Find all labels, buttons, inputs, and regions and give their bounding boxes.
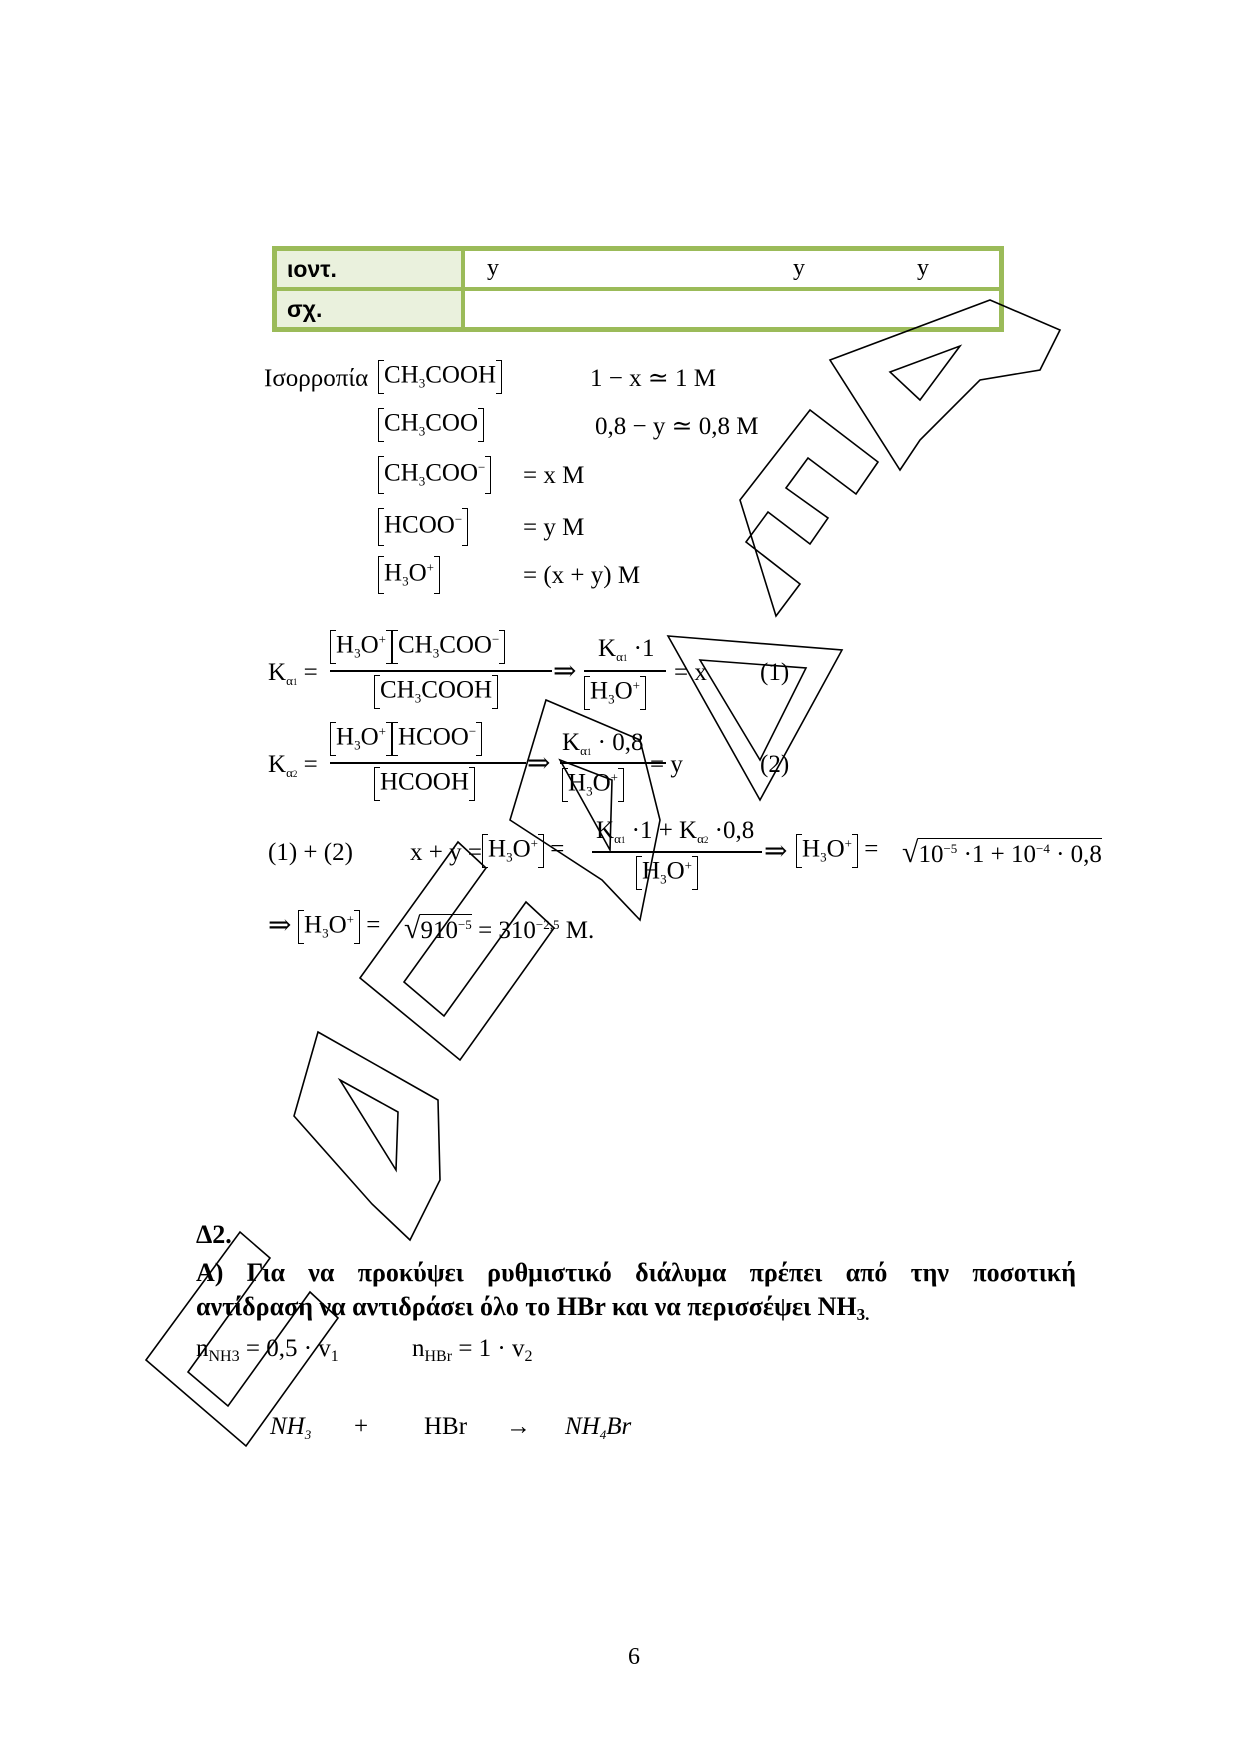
paragraph-line-2: αντίδραση να αντιδράσει όλο το HBr και να περισσέψει $NH_{3.}$ [196, 1292, 870, 1324]
watermark-letter-pi [146, 1232, 338, 1446]
reaction-arrow: → [506, 1413, 531, 1440]
table-cell: y [793, 255, 805, 281]
implies-arrow: ⇒ [268, 910, 292, 941]
reactant-nh3: $NH_3$ [270, 1413, 312, 1442]
value-line-4: = y M [523, 514, 585, 541]
reactant-hbr: HBr [424, 1413, 468, 1440]
watermark-letter-epsilon [740, 410, 878, 616]
watermark-letter-alpha-2 [510, 700, 660, 920]
reaction-plus: + [354, 1413, 369, 1440]
eq3-sqrt: $√10^{-5} \cdot 1 + 10^{-4} \cdot 0,8$ [902, 836, 1102, 869]
value-line-1: 1 − x ≃ 1 M [590, 365, 717, 392]
eq2-rhs-denominator: $H_3O^+$ [562, 768, 624, 802]
species-hcoo-minus: HCOO− [378, 508, 468, 546]
row-label: ιοντ. [275, 249, 463, 289]
n-hbr: $n_{HBr} = 1 \cdot v_2$ [412, 1335, 533, 1365]
eq1-result: = x [674, 659, 707, 686]
implies-arrow: ⇒ [553, 656, 577, 687]
eq3-lhs: x + y = [410, 839, 482, 866]
table-cell: y [917, 255, 929, 281]
species-ch3cooh: $CH_3COOH$ [378, 360, 502, 394]
eq3-h3o: $H_3O^+$ = [482, 834, 564, 868]
product-nh4br: $NH_4Br$ [565, 1413, 632, 1442]
watermark-letter-alpha [294, 1032, 440, 1240]
eq4-result: $√910^{-5} = 310^{-2,5}$ M. [404, 912, 595, 945]
eq1-denominator: $CH_3COOH$ [374, 675, 498, 709]
section-heading: Δ2. [196, 1220, 232, 1249]
eq3-denominator: $H_3O^+$ [636, 856, 698, 890]
paragraph-line-1: Α) Για να προκύψει ρυθμιστικό διάλυμα πρέπει από την ποσοτική [196, 1258, 1076, 1287]
value-line-2: 0,8 − y ≃ 0,8 M [595, 413, 759, 440]
eq1-rhs-denominator: $H_3O^+$ [584, 676, 646, 710]
species-ch3coo-minus: $CH_3COO^-$ [378, 456, 491, 494]
watermark-letter-alpha-inner-2 [560, 760, 612, 850]
eq4-h3o: $H_3O^+$ = [298, 910, 380, 944]
page-number: 6 [628, 1644, 640, 1670]
value-line-5: = (x + y) M [523, 562, 641, 589]
eq2-tag: (2) [760, 751, 790, 778]
eq1-numerator: $H_3O^+$ $CH_3COO^-$ [330, 630, 505, 664]
eq3-numerator: $K_{\alpha 1} \cdot 1 + K_{\alpha 2} \cdot 0,8$ [596, 817, 755, 846]
watermark-letter-pi-2 [360, 839, 554, 1060]
eq1-tag: (1) [760, 659, 790, 686]
eq3-h3o-rhs: $H_3O^+$ = [796, 834, 878, 868]
table-cell: y [487, 255, 499, 281]
implies-arrow: ⇒ [764, 836, 788, 867]
eq1-rhs-numerator: $K_{\alpha 1} \cdot 1$ [598, 635, 655, 664]
eq2-denominator: HCOOH [374, 767, 475, 801]
eq2-result: = y [650, 751, 683, 778]
eq2-rhs-numerator: $K_{\alpha 1} \cdot 0,8$ [562, 729, 644, 758]
ka1-symbol: $K_{\alpha 1}$ = [268, 659, 318, 688]
watermark-letter-alpha-inner-3 [890, 346, 960, 400]
equilibrium-label: Ισορροπία [264, 365, 369, 392]
row-label: σχ. [275, 289, 463, 329]
eq2-numerator: $H_3O^+$ HCOO− [330, 722, 482, 756]
watermark-letter-delta [668, 636, 842, 800]
implies-arrow: ⇒ [527, 748, 551, 779]
species-ch3coo: $CH_3COO$ [378, 408, 484, 442]
watermark-letter-alpha-inner [340, 1080, 398, 1170]
n-nh3: $n_{NH3} = 0,5 \cdot v_1$ [196, 1335, 339, 1365]
watermark-letter-alpha-3 [830, 300, 1060, 470]
eq3-label: (1) + (2) [268, 839, 353, 866]
species-h3o-plus: $H_3O^+$ [378, 556, 440, 594]
ka2-symbol: $K_{\alpha 2}$ = [268, 751, 318, 780]
value-line-3: = x M [523, 462, 585, 489]
